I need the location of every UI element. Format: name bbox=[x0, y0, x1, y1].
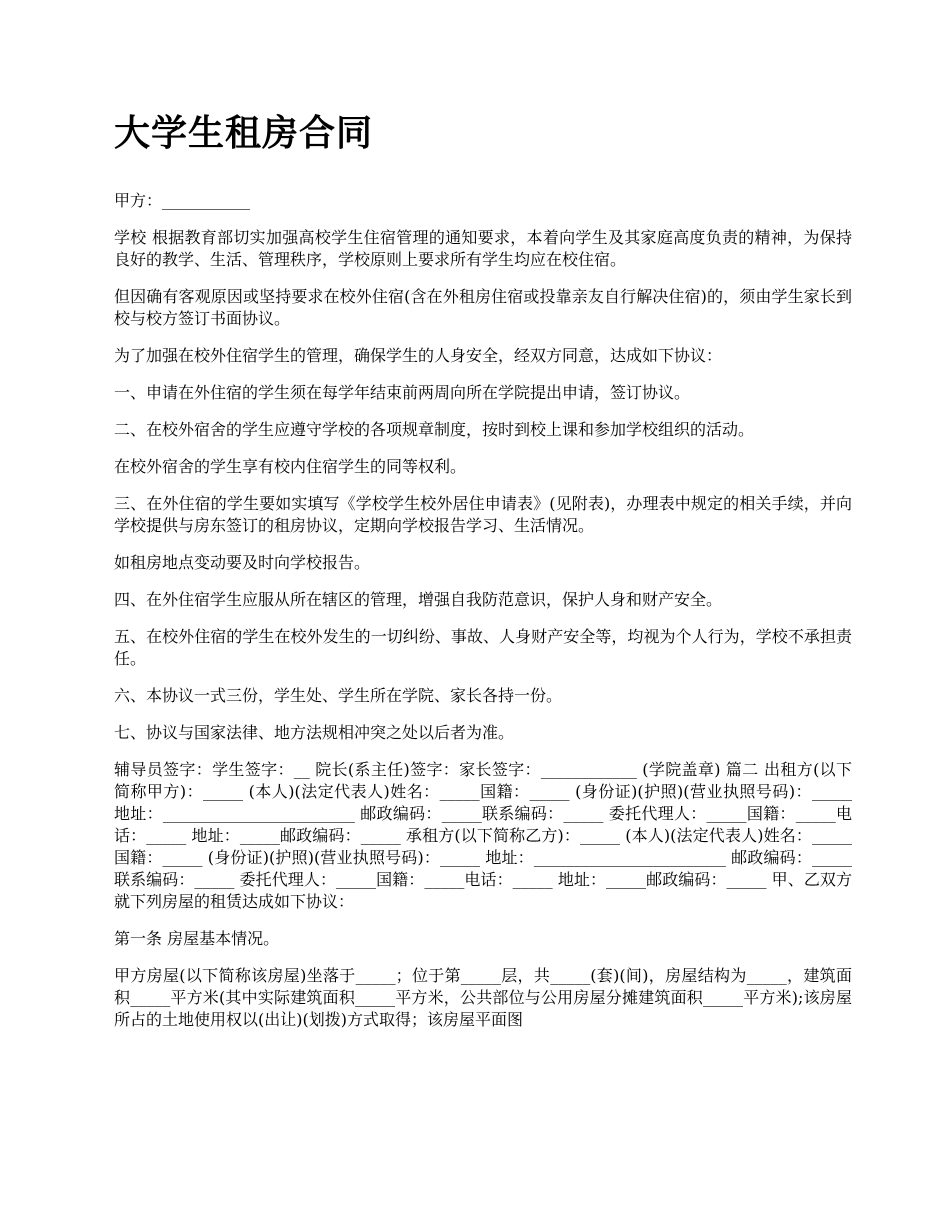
article-1-heading: 第一条 房屋基本情况。 bbox=[114, 929, 280, 948]
signatures-and-parties: 辅导员签字：学生签字：__ 院长(系主任)签字：家长签字：____________ (学院盖章) 篇二 出租方(以下简称甲方)：_____ (本人)(法定代表人)姓名：_____国籍：_____ (身份证)(护照)(营业执照号码)：_____ 地址：________________________ 邮政编码：_____联系编码：_____ 委托代理人：_____国籍：_____电话：_____ 地址：_____邮政编码：_____ 承租方(以下简称乙方)：_____ (本人)(法定代表人)姓名：_____国籍：_____ (身份证)(护照)(营业执照号码)：_____ 地址：________________________ 邮政编码：_____联系编码：_____ 委托代理人：_____国籍：_____电话：_____ 地址：_____邮政编码：_____ 甲、乙双方就下列房屋的租赁达成如下协议： bbox=[114, 760, 852, 911]
party-a-line: 甲方：___________ bbox=[114, 191, 251, 210]
article-1-body: 甲方房屋(以下简称该房屋)坐落于_____；位于第_____层，共_____(套)(间)，房屋结构为_____，建筑面积_____平方米(其中实际建筑面积_____平方米，公共部位与公用房屋分摊建筑面积_____平方米);该房屋所占的土地使用权以(出让)(划拨)方式取得；该房屋平面图 bbox=[114, 966, 852, 1029]
paragraph-intro: 学校 根据教育部切实加强高校学生住宿管理的通知要求，本着向学生及其家庭高度负责的精神，为保持良好的教学、生活、管理秩序，学校原则上要求所有学生均应在校住宿。 bbox=[114, 228, 852, 269]
document-title: 大学生租房合同 bbox=[114, 113, 374, 154]
clause-3-address-change: 如租房地点变动要及时向学校报告。 bbox=[114, 553, 371, 572]
clause-7: 七、协议与国家法律、地方法规相冲突之处以后者为准。 bbox=[114, 723, 515, 742]
clause-1: 一、申请在外住宿的学生须在每学年结束前两周向所在学院提出申请，签订协议。 bbox=[114, 383, 691, 402]
paragraph-agreement-lead: 为了加强在校外住宿学生的管理，确保学生的人身安全，经双方同意，达成如下协议： bbox=[114, 346, 723, 365]
document-page bbox=[114, 108, 852, 1046]
clause-2: 二、在校外宿舍的学生应遵守学校的各项规章制度，按时到校上课和参加学校组织的活动。 bbox=[114, 420, 755, 439]
clause-2-rights: 在校外宿舍的学生享有校内住宿学生的同等权利。 bbox=[114, 457, 467, 476]
clause-5: 五、在校外住宿的学生在校外发生的一切纠纷、事故、人身财产安全等，均视为个人行为，学校不承担责任。 bbox=[114, 627, 852, 668]
clause-3: 三、在外住宿的学生要如实填写《学校学生校外居住申请表》(见附表)，办理表中规定的相关手续，并向学校提供与房东签订的租房协议，定期向学校报告学习、生活情况。 bbox=[114, 494, 852, 535]
clause-6: 六、本协议一式三份，学生处、学生所在学院、家长各持一份。 bbox=[114, 686, 563, 705]
clause-4: 四、在外住宿学生应服从所在辖区的管理，增强自我防范意识，保护人身和财产安全。 bbox=[114, 590, 723, 609]
paragraph-offcampus-requirement: 但因确有客观原因或坚持要求在校外住宿(含在外租房住宿或投靠亲友自行解决住宿)的，须由学生家长到校与校方签订书面协议。 bbox=[114, 287, 852, 328]
